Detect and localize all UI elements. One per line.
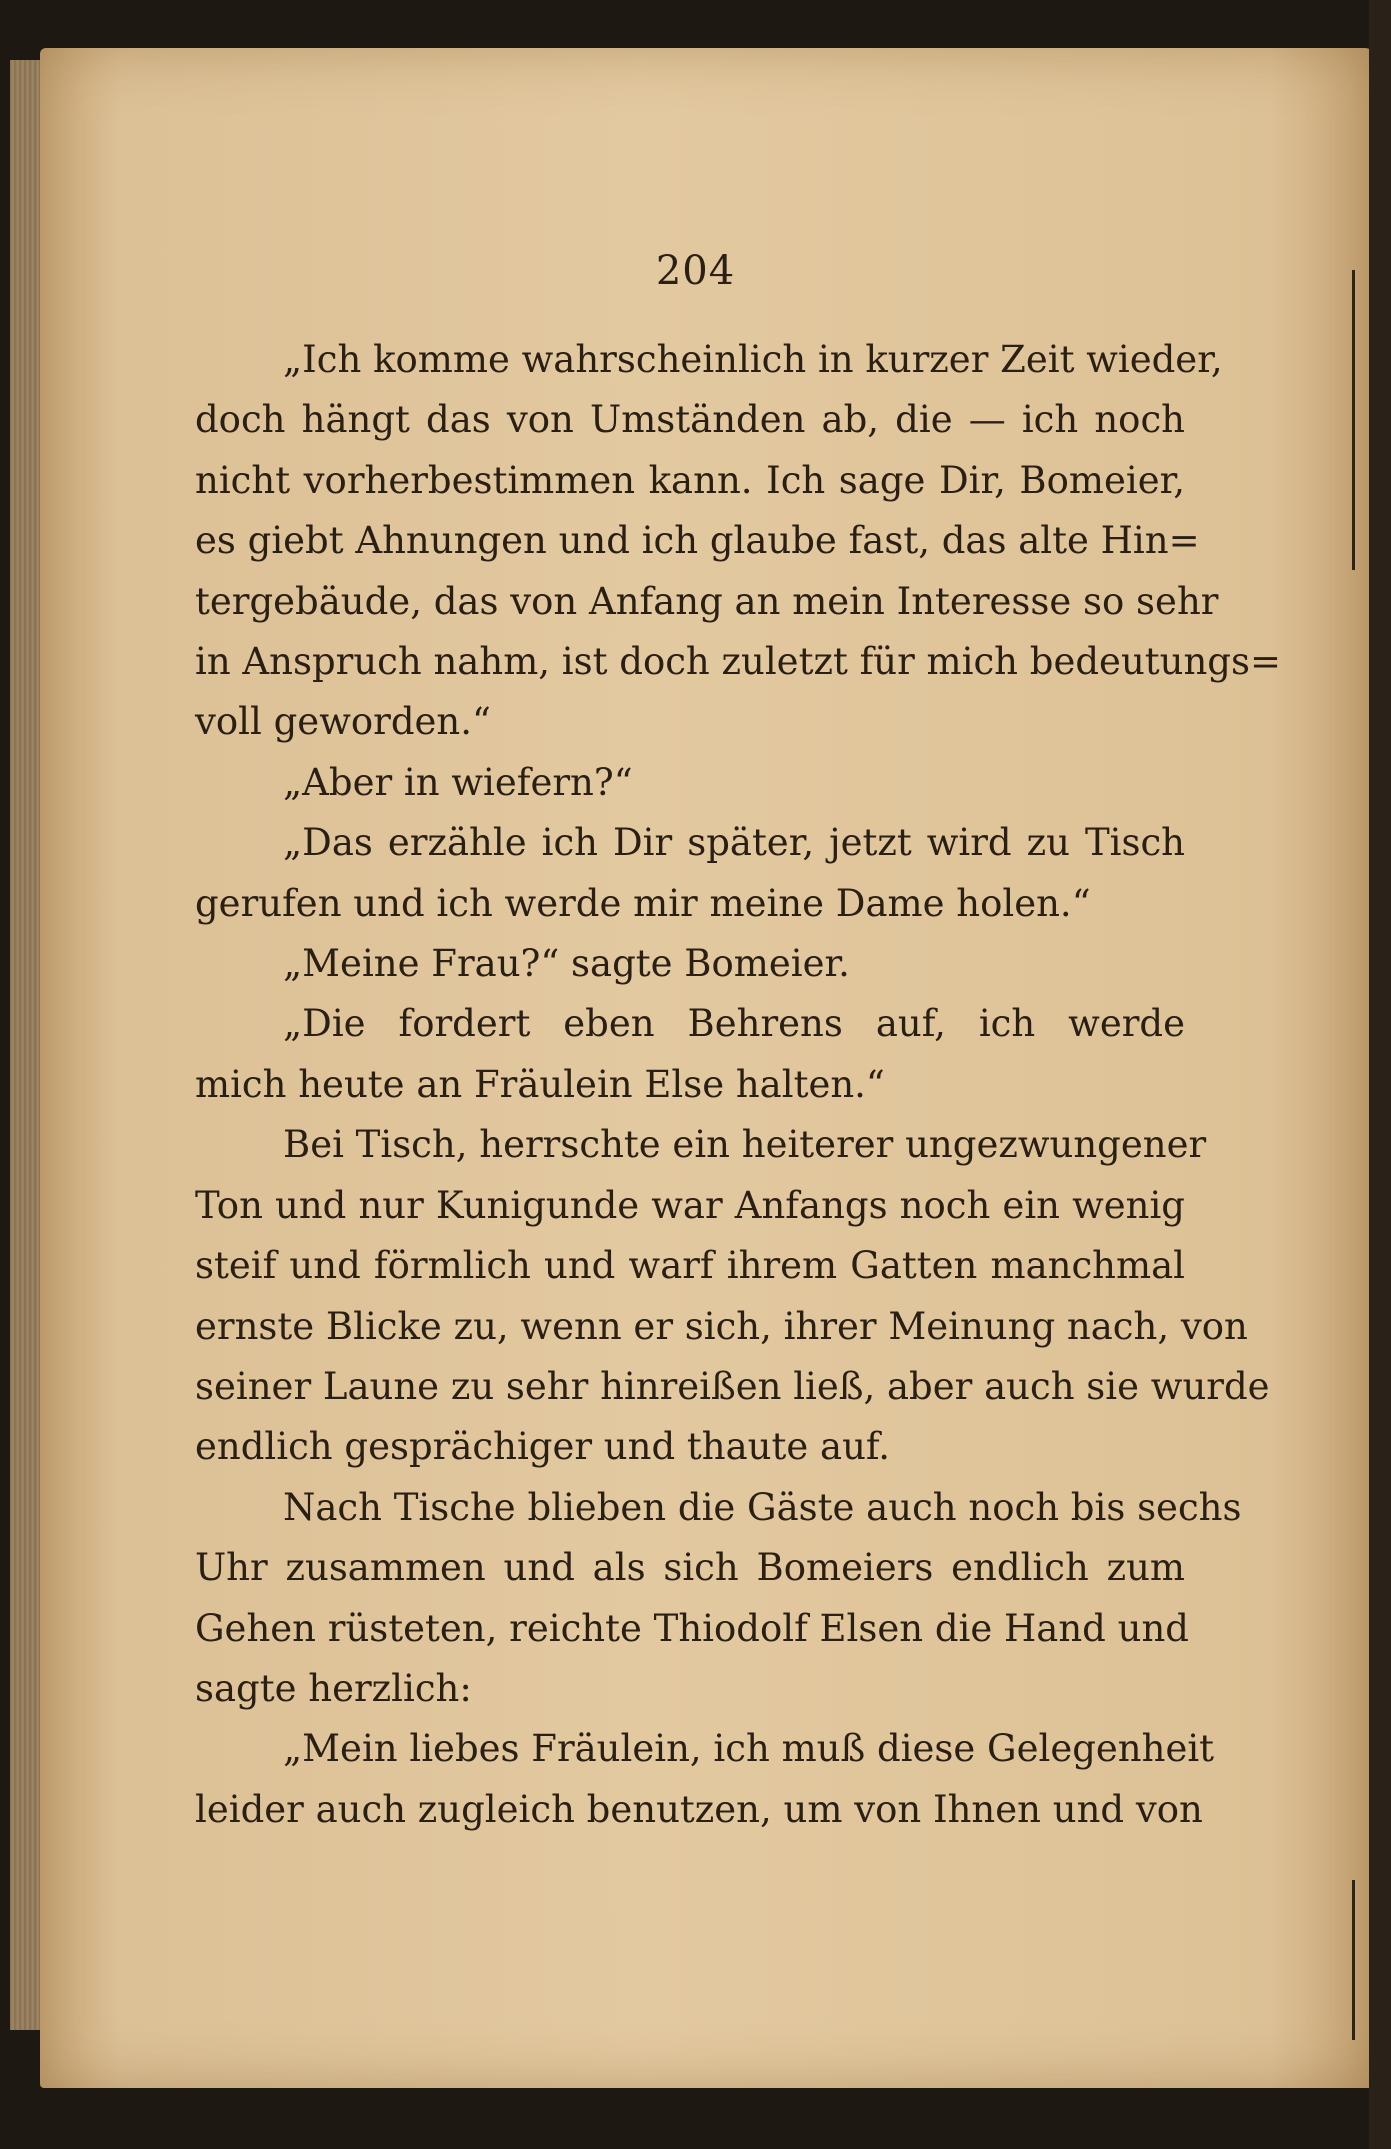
text-line: steif und förmlich und warf ihrem Gatten manchmal [195,1244,1185,1288]
text-line: „Ich komme wahrscheinlich in kurzer Zeit wieder, [283,338,1223,381]
text-line: Bei Tisch, herrschte ein heiterer ungezwungener [283,1123,1207,1167]
text-line: gerufen und ich werde mir meine Dame holen.“ [195,881,1091,925]
text-line: voll geworden.“ [195,700,491,744]
text-line: „Mein liebes Fräulein, ich muß diese Gelegenheit [283,1727,1215,1771]
body-text [195,330,1281,1840]
text-line: endlich gesprächiger und thaute auf. [195,1425,891,1469]
paragraph [195,934,1185,994]
text-line: sagte herzlich: [195,1666,472,1710]
paragraph [195,753,1185,813]
text-line: „Das erzähle ich Dir später, jetzt wird zu Tisch [283,821,1185,865]
text-line: seiner Laune zu sehr hinreißen ließ, aber auch sie wurde [195,1364,1270,1408]
text-line: nicht vorherbestimmen kann. Ich sage Dir, Bomeier, [195,458,1185,502]
binding-mark [1352,1880,1355,2040]
text-line: „Meine Frau?“ sagte Bomeier. [283,942,850,986]
text-line: leider auch zugleich benutzen, um von Ihnen und von [195,1787,1203,1831]
text-line: „Die fordert eben Behrens auf, ich werde [283,1002,1185,1046]
page-number: 204 [655,248,736,294]
right-gutter [1369,0,1391,2149]
text-line: ernste Blicke zu, wenn er sich, ihrer Meinung nach, von [195,1304,1248,1348]
paragraph [195,1719,1215,1840]
text-line: Ton und nur Kunigunde war Anfangs noch ein wenig [195,1183,1185,1227]
text-line: Uhr zusammen und als sich Bomeiers endlich zum [195,1546,1185,1590]
text-line: Gehen rüsteten, reichte Thiodolf Elsen die Hand und [195,1606,1189,1650]
text-line: mich heute an Fräulein Else halten.“ [195,1062,885,1106]
paragraph [195,813,1185,934]
text-line: in Anspruch nahm, ist doch zuletzt für mich bedeutungs= [195,640,1281,684]
binding-mark [1352,270,1355,570]
text-line: „Aber in wiefern?“ [283,760,633,804]
text-line: tergebäude, das von Anfang an mein Interesse so sehr [195,579,1219,623]
paragraph [195,994,1185,1115]
paragraph [195,330,1281,753]
text-line: es giebt Ahnungen und ich glaube fast, das alte Hin= [195,519,1200,563]
paragraph [195,1478,1242,1720]
text-line: doch hängt das von Umständen ab, die — ich noch [195,398,1185,442]
paragraph [195,1115,1270,1477]
text-line: Nach Tische blieben die Gäste auch noch bis sechs [283,1485,1242,1529]
